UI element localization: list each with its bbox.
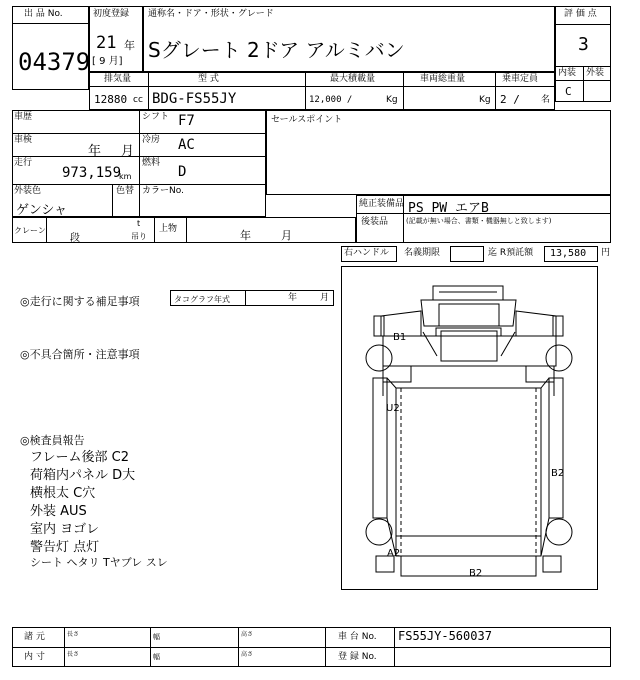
inspector-line: シート ヘタリ Tヤブレ スレ: [30, 556, 168, 569]
model-label: 通称名・ドア・形状・グレード: [148, 9, 274, 19]
mileage-label: 走行: [14, 158, 33, 168]
crane-label: クレーン: [14, 226, 46, 235]
inspector-line: 荷箱内パネル D大: [30, 468, 136, 483]
capacity-unit: 名: [541, 95, 551, 105]
length-label: 長さ: [67, 631, 80, 638]
interior-label: 内装: [558, 68, 577, 78]
tacho-month-unit: 月: [320, 293, 330, 303]
dims-label: 諸 元: [24, 632, 45, 642]
deposit-unit: 円: [601, 248, 611, 258]
exterior-label: 外装: [586, 68, 605, 78]
history-label: 車歴: [14, 112, 33, 122]
crane-stage-unit: 段: [70, 233, 80, 244]
inspector-lines: [30, 446, 340, 572]
inspection-month-unit: 月: [121, 144, 135, 159]
front-left-wheel: [366, 345, 392, 371]
grade-label: 評 価 点: [564, 9, 597, 19]
displacement-label: 排気量: [104, 74, 132, 84]
lot-number: 04379: [18, 48, 91, 76]
rear-right-wheel: [546, 519, 572, 545]
inspector-line: 横根太 C穴: [30, 486, 96, 501]
interior-grade: C: [565, 85, 572, 98]
displacement-unit: cc: [133, 95, 143, 105]
ac-value: AC: [178, 137, 195, 153]
model-name: Sグレート 2ドア アルミバン: [148, 38, 405, 62]
sales-point-label: セールスポイント: [271, 115, 343, 125]
exterior-color-value: ゲンシャ: [16, 203, 68, 218]
first-reg-month: [ 9 月]: [92, 56, 123, 67]
diagram-mark: U2: [386, 403, 400, 414]
reg-label: 登 録 No.: [338, 652, 377, 662]
cargo-left-side: [373, 378, 387, 518]
deposit-value: 13,580: [550, 248, 587, 259]
diagram-mark: B2: [551, 468, 565, 479]
defects-label: ◎不具合箇所・注意事項: [20, 348, 140, 361]
cargo-floor: [396, 388, 541, 556]
inspector-label: ◎検査員報告: [20, 434, 85, 447]
aftermarket-label: 後装品: [361, 217, 389, 227]
right-mirror-area: [516, 311, 556, 336]
first-reg-label: 初度登録: [93, 9, 130, 19]
type-label: 型 式: [198, 74, 219, 84]
mileage-unit: km: [119, 172, 132, 181]
gvw-label: 車両総重量: [420, 74, 466, 84]
rear-left-wheel: [366, 519, 392, 545]
inspector-line: 室内 ヨゴレ: [30, 522, 100, 537]
inspector-line: 外装 AUS: [30, 504, 87, 519]
name-change-box: [450, 246, 484, 262]
displacement-value: 12880: [94, 93, 128, 106]
capacity-value: 2 /: [500, 93, 520, 106]
driving-notes-label: ◎走行に関する補足事項: [20, 295, 140, 308]
interior-dims-label: 内 寸: [24, 652, 45, 662]
upper-label: 上物: [159, 224, 178, 234]
ac-label: 冷房: [142, 135, 161, 145]
cab-window: [439, 304, 499, 326]
first-reg-year: 21: [96, 33, 117, 53]
shift-label: シフト: [142, 112, 170, 122]
grade-value: 3: [578, 34, 589, 55]
fuel-value: D: [178, 164, 187, 180]
type-value: BDG-FS55JY: [152, 91, 237, 107]
color-code-label: 色替: [116, 186, 135, 196]
shift-value: F7: [178, 113, 195, 129]
equipment-label: 純正装備品: [359, 199, 405, 209]
inspection-label: 車検: [14, 135, 33, 145]
inspector-line: 警告灯 点灯: [30, 540, 100, 555]
exterior-color-label: 外装色: [14, 186, 42, 196]
color-no-label: カラーNo.: [142, 186, 184, 196]
steering-value: 右ハンドル: [344, 248, 390, 258]
year-unit: 年: [124, 39, 135, 52]
deposit-label: 迄 R預託額: [488, 248, 534, 258]
height-label-2: 高さ: [241, 651, 254, 658]
chassis-label: 車 台 No.: [338, 632, 377, 642]
lot-label: 出 品 No.: [24, 9, 63, 19]
width-label-2: 幅: [153, 653, 160, 661]
upper-year-unit: 年: [240, 229, 251, 242]
crane-row: [12, 217, 356, 243]
tacho-year-unit: 年: [288, 293, 298, 303]
front-right-wheel: [546, 345, 572, 371]
cargo-right-side: [549, 378, 563, 518]
aftermarket-note: (記載が無い場合、書類・機器無しと致します): [406, 217, 552, 225]
gvw-unit: Kg: [479, 95, 491, 105]
inspection-year-unit: 年: [88, 144, 102, 159]
max-load-unit: Kg: [386, 95, 398, 105]
chassis-value: FS55JY-560037: [398, 629, 492, 643]
cab-roof: [433, 286, 503, 300]
diagram-mark: B1: [393, 332, 407, 343]
inspector-line: フレーム後部 C2: [30, 450, 129, 465]
upper-month-unit: 月: [281, 229, 292, 242]
length-label-2: 長さ: [67, 651, 80, 658]
diagram-mark: A2: [387, 548, 401, 559]
crane-hang-label: 吊り: [131, 232, 147, 241]
crane-ton-unit: t: [137, 219, 141, 228]
tachograph-label: タコグラフ年式: [174, 295, 230, 304]
max-load-label: 最大積載量: [330, 74, 376, 84]
name-change-label: 名義期限: [404, 248, 441, 258]
max-load-value: 12,000 /: [309, 95, 353, 105]
capacity-label: 乗車定員: [502, 74, 539, 84]
mileage-value: 973,159: [62, 165, 122, 181]
height-label: 高さ: [241, 631, 254, 638]
equipment-value: PS PW エアB: [408, 201, 489, 216]
truck-diagram: [341, 266, 598, 590]
fuel-label: 燃料: [142, 158, 161, 168]
diagram-mark: B2: [469, 568, 483, 579]
width-label: 幅: [153, 633, 160, 641]
